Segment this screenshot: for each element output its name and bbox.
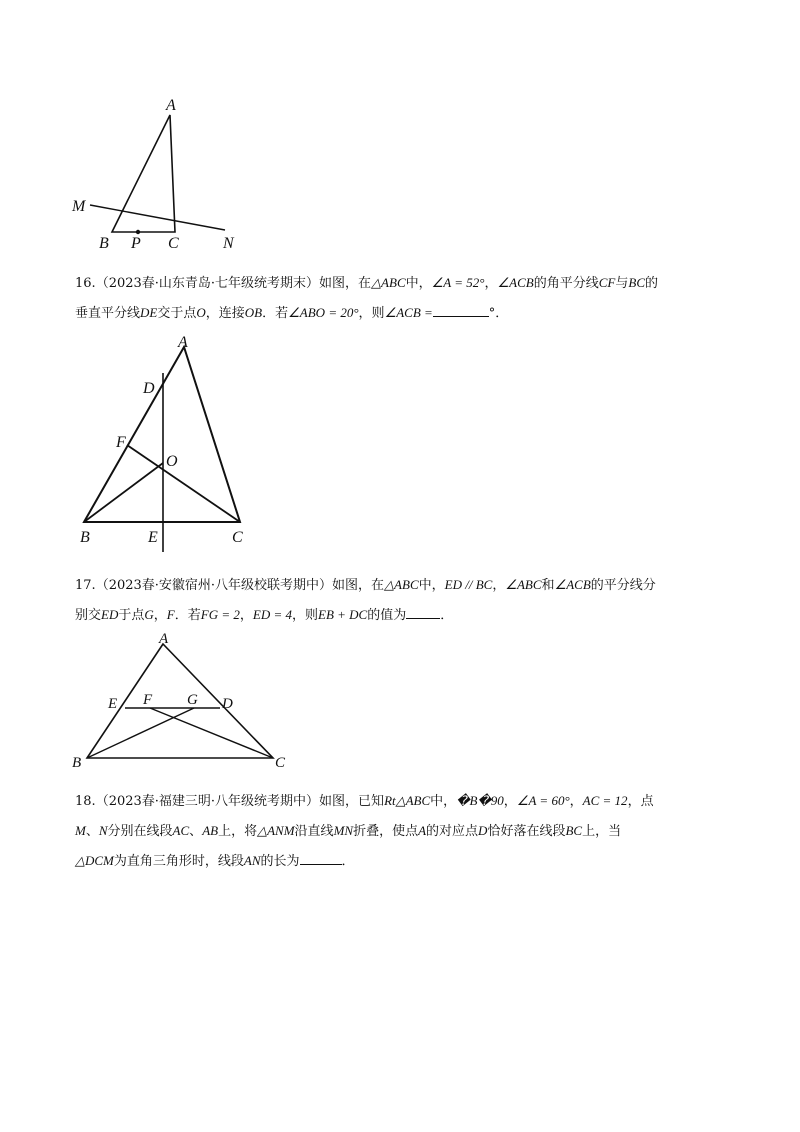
- text: 的长为: [260, 854, 300, 869]
- label-c: C: [275, 755, 286, 771]
- math-de: DE: [140, 305, 158, 320]
- math-o: O: [196, 305, 206, 320]
- text: ．若: [174, 608, 201, 623]
- point-p: [136, 230, 140, 234]
- problem-source: （2023春·安徽宿州·八年级校联考期中）: [95, 578, 333, 593]
- text: 中，: [418, 578, 445, 593]
- math-sum: EB + DC: [318, 607, 368, 622]
- math-d: D: [478, 823, 488, 838]
- label-a: A: [178, 334, 188, 351]
- math-triangle: △ABC: [384, 577, 419, 592]
- math-rt-triangle: Rt△ABC: [384, 793, 431, 808]
- text: °．: [488, 306, 509, 321]
- math-parallel: ED // BC: [444, 577, 493, 592]
- triangle-abc: [84, 347, 240, 522]
- problem-17: [75, 570, 735, 630]
- text: ，: [492, 578, 506, 593]
- math-angle-a: ∠A = 60°: [516, 793, 570, 808]
- text: 中，: [405, 276, 432, 291]
- problem-18-line-2: [75, 816, 735, 846]
- text: 垂直平分线: [75, 306, 141, 321]
- math-triangle-dcm: △DCM: [75, 853, 114, 868]
- math-ed: ED: [101, 607, 119, 622]
- label-d: D: [143, 380, 155, 397]
- problem-number: 16.: [75, 276, 96, 291]
- math-ab: AB: [202, 823, 219, 838]
- label-f: F: [116, 434, 126, 451]
- problem-16-line-2: [75, 298, 735, 328]
- text: 和: [541, 578, 555, 593]
- answer-blank[interactable]: [300, 852, 342, 865]
- label-e: E: [148, 529, 158, 546]
- math-mn: MN: [333, 823, 354, 838]
- text: 沿直线: [294, 824, 334, 839]
- math-cf: CF: [598, 275, 616, 290]
- label-b: B: [80, 529, 90, 546]
- text: 恰好落在线段: [487, 824, 566, 839]
- label-p: P: [131, 235, 141, 252]
- text: 、: [189, 824, 203, 839]
- figure-16-svg: [76, 335, 266, 555]
- label-e: E: [108, 696, 118, 712]
- figure-16: [76, 335, 266, 555]
- math-fg: FG = 2: [200, 607, 240, 622]
- label-m: M: [72, 198, 86, 215]
- label-b: B: [99, 235, 109, 252]
- label-g: G: [187, 692, 198, 708]
- label-b: B: [72, 755, 82, 771]
- problem-number: 18.: [75, 794, 96, 809]
- problem-source: （2023春·山东青岛·七年级统考期末）: [95, 276, 320, 291]
- label-a: A: [166, 97, 176, 114]
- text: 如图，在: [332, 578, 385, 593]
- problem-17-line-1: [75, 570, 735, 600]
- figure-15: [70, 95, 270, 255]
- label-c: C: [168, 235, 179, 252]
- math-m: M: [75, 823, 86, 838]
- math-triangle-anm: △ANM: [257, 823, 295, 838]
- math-ac: AC = 12: [582, 793, 628, 808]
- text: 的: [645, 276, 659, 291]
- text: 中，: [430, 794, 457, 809]
- math-bc: BC: [565, 823, 583, 838]
- text: ，: [239, 608, 253, 623]
- text: 为直角三角形时，线段: [113, 854, 244, 869]
- problem-18: [75, 786, 735, 876]
- label-f: F: [143, 692, 153, 708]
- answer-blank[interactable]: [406, 606, 440, 619]
- problem-18-line-3: [75, 846, 735, 876]
- label-d: D: [222, 696, 233, 712]
- label-a: A: [159, 631, 169, 647]
- figure-17: [70, 632, 300, 772]
- text: 分别在线段: [107, 824, 173, 839]
- math-bc: BC: [628, 275, 645, 290]
- problem-18-line-1: [75, 786, 735, 816]
- text: 交于点: [157, 306, 197, 321]
- math-angle-b: �B�90: [456, 793, 504, 808]
- problem-17-line-2: [75, 600, 735, 630]
- text: ，点: [627, 794, 654, 809]
- figure-17-svg: [70, 632, 300, 772]
- text: 的平分线分: [590, 578, 656, 593]
- problem-source: （2023春·福建三明·八年级统考期中）: [95, 794, 320, 809]
- problem-16-line-1: [75, 268, 735, 298]
- text: 上，当: [582, 824, 622, 839]
- math-angle-acb: ∠ACB: [497, 275, 534, 290]
- segment-cf: [127, 445, 240, 522]
- line-mn: [90, 205, 225, 230]
- problem-16: [75, 268, 735, 328]
- text: 与: [615, 276, 629, 291]
- label-c: C: [232, 529, 243, 546]
- text: 折叠，使点: [353, 824, 419, 839]
- math-a: A: [418, 823, 427, 838]
- math-ed-value: ED = 4: [252, 607, 292, 622]
- math-angle-a: ∠A = 52°: [431, 275, 485, 290]
- label-n: N: [223, 235, 234, 252]
- math-an: AN: [243, 853, 261, 868]
- figure-15-svg: [70, 95, 270, 255]
- text: 的角平分线: [533, 276, 599, 291]
- math-angle-acb: ∠ACB =: [384, 305, 433, 320]
- math-triangle: △ABC: [371, 275, 406, 290]
- text: ，连接: [205, 306, 245, 321]
- text: 于点: [118, 608, 145, 623]
- math-angle-acb: ∠ACB: [554, 577, 591, 592]
- text: ，: [503, 794, 517, 809]
- math-f: F: [166, 607, 175, 622]
- text: ，: [569, 794, 583, 809]
- math-ob: OB: [244, 305, 263, 320]
- text: 的值为: [367, 608, 407, 623]
- text: ，则: [291, 608, 318, 623]
- math-angle-abc: ∠ABC: [505, 577, 542, 592]
- segment-ob: [84, 463, 163, 522]
- math-ac: AC: [172, 823, 190, 838]
- bisector-cf: [150, 708, 273, 758]
- text: 上，将: [218, 824, 258, 839]
- text: 、: [85, 824, 99, 839]
- label-o: O: [166, 453, 178, 470]
- text: ，: [484, 276, 498, 291]
- text: ，: [153, 608, 167, 623]
- text: 如图，已知: [319, 794, 385, 809]
- math-angle-abo: ∠ABO = 20°: [288, 305, 359, 320]
- text: ．: [341, 854, 355, 869]
- problem-number: 17.: [75, 578, 96, 593]
- math-g: G: [144, 607, 154, 622]
- math-n: N: [98, 823, 108, 838]
- answer-blank[interactable]: [433, 304, 489, 317]
- text: ．: [440, 608, 454, 623]
- text: 如图，在: [319, 276, 372, 291]
- text: ．若: [262, 306, 289, 321]
- text: 别交: [75, 608, 102, 623]
- text: ，则: [358, 306, 385, 321]
- text: 的对应点: [426, 824, 479, 839]
